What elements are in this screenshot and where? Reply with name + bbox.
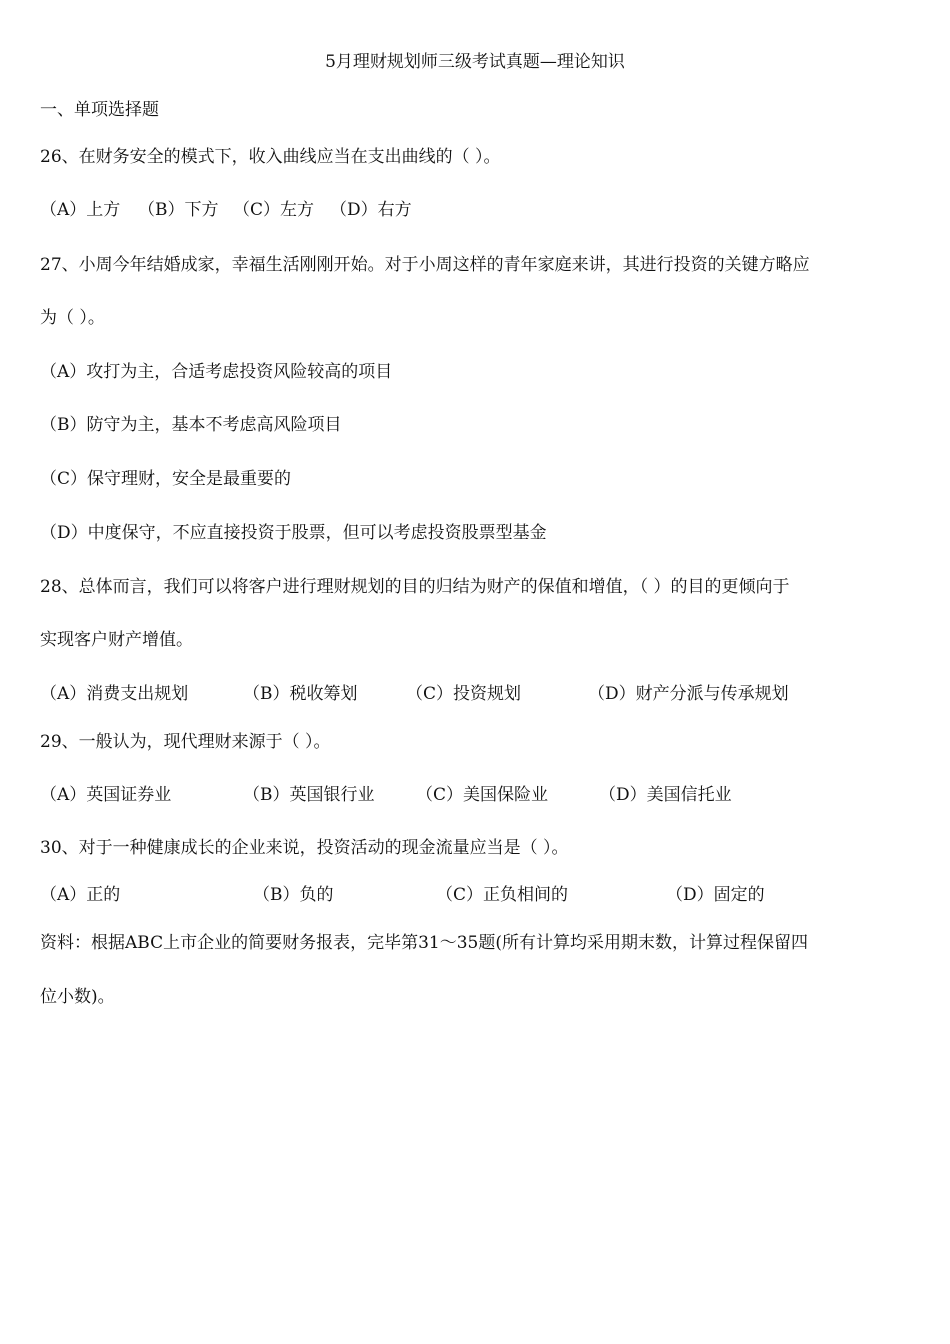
question-27-option-b: （B）防守为主，基本不考虑高风险项目 [40, 415, 342, 435]
question-30-option-b: （B）负的 [253, 885, 334, 905]
question-26-option-a: （A）上方 [40, 200, 121, 220]
question-30-option-a: （A）正的 [40, 885, 121, 905]
question-28-option-b: （B）税收筹划 [243, 684, 358, 704]
question-29-stem: 29、一般认为，现代理财来源于（ ）。 [40, 732, 331, 752]
material-text: 资料：根据ABC上市企业的简要财务报表，完毕第31～35题(所有计算均采用期末数，计算过程保留四 [40, 933, 808, 953]
question-30-option-c: （C）正负相间的 [436, 885, 569, 905]
question-29-option-a: （A）英国证券业 [40, 785, 172, 805]
question-28-stem-cont: 实现客户财产增值。 [40, 630, 193, 650]
question-29-option-d: （D）美国信托业 [599, 785, 732, 805]
question-26-stem: 26、在财务安全的模式下，收入曲线应当在支出曲线的（ ）。 [40, 147, 501, 167]
question-30-option-d: （D）固定的 [666, 885, 765, 905]
question-26-option-d: （D）右方 [330, 200, 412, 220]
question-27-option-c: （C）保守理财，安全是最重要的 [40, 469, 292, 489]
question-28-stem: 28、总体而言，我们可以将客户进行理财规划的目的归结为财产的保值和增值，（ ）的目的更倾向于 [40, 577, 790, 597]
question-29-option-c: （C）美国保险业 [416, 785, 549, 805]
question-27-option-a: （A）攻打为主，合适考虑投资风险较高的项目 [40, 362, 393, 382]
material-text-cont: 位小数)。 [40, 987, 115, 1007]
question-30-stem: 30、对于一种健康成长的企业来说，投资活动的现金流量应当是（ ）。 [40, 838, 569, 858]
question-27-stem-cont: 为（ ）。 [40, 308, 105, 328]
question-28-option-a: （A）消费支出规划 [40, 684, 189, 704]
question-26-option-c: （C）左方 [233, 200, 315, 220]
question-29-option-b: （B）英国银行业 [243, 785, 375, 805]
page-title: 5月理财规划师三级考试真题—理论知识 [325, 52, 625, 72]
question-27-option-d: （D）中度保守，不应直接投资于股票，但可以考虑投资股票型基金 [40, 523, 547, 543]
question-28-option-d: （D）财产分派与传承规划 [588, 684, 789, 704]
question-26-option-b: （B）下方 [138, 200, 219, 220]
question-27-stem: 27、小周今年结婚成家，幸福生活刚刚开始。对于小周这样的青年家庭来讲，其进行投资的关键方略应 [40, 255, 810, 275]
section-heading: 一、单项选择题 [40, 100, 159, 120]
question-28-option-c: （C）投资规划 [406, 684, 522, 704]
